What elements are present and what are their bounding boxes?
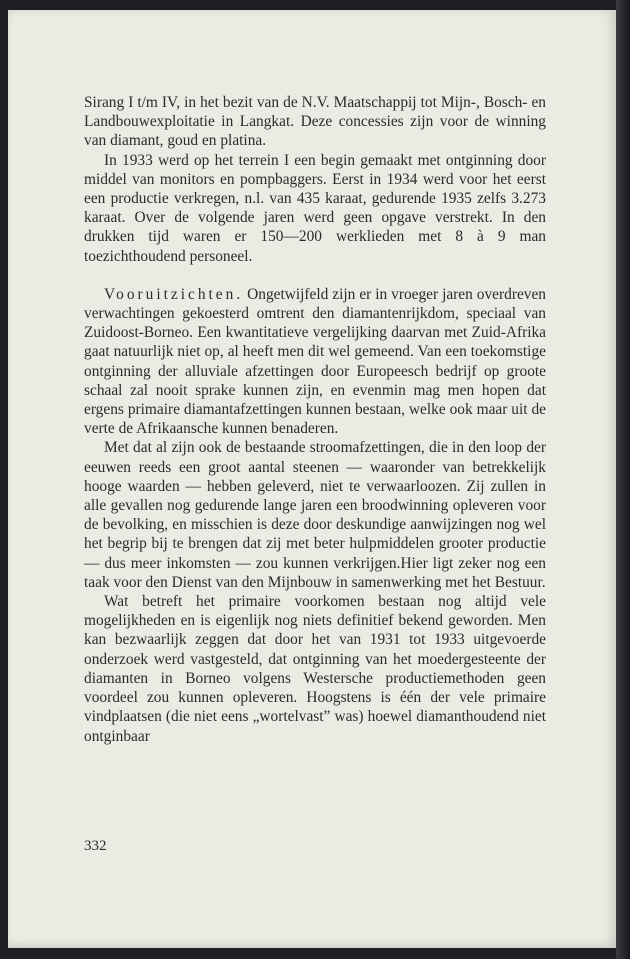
paragraph-1: Sirang I t/m IV, in het bezit van de N.V. Maatschappij tot Mijn-, Bosch- en Landbouwexploitatie in Langkat. Deze concessies zijn voor de winning van diamant, goud en platina. [84,94,546,150]
paragraph-2: In 1933 werd op het terrein I een begin gemaakt met ontginning door middel van monitors en pompbaggers. Eerst in 1934 werd voor het eerst een productie verkregen, n.l. van 435 karaat, gedurende 1935 zelfs 3.273 karaat. Over de volgende jaren werd geen opgave verstrekt. In den drukken tijd waren er 150—200 werklieden met 8 à 9 man toezichthoudend personeel. [84,151,546,265]
paragraph-3-text: Ongetwijfeld zijn er in vroeger jaren overdreven verwachtingen gekoesterd omtrent den diamantenrijkdom, speciaal van Zuidoost-Borneo. Een kwantitatieve vergelijking daarvan met Zuid-Afrika gaat natuurlijk niet op, al heeft men dit wel gemeend. Van een toekomstige ontginning der alluviale afzettingen door Europeesch bedrijf op groote schaal zal nooit sprake kunnen zijn, en evenmin mag men hopen dat ergens primaire diamantafzettingen kunnen bestaan, welke ook maar uit de verte de Afrikaansche kunnen benaderen. [84,285,546,438]
book-spine-edge [616,0,630,959]
section-heading: Vooruitzichten. [104,285,244,303]
paragraph-4: Met dat al zijn ook de bestaande stroomafzettingen, die in den loop der eeuwen reeds een groot aantal steenen — waaronder van betrekkelijk hooge waarden — hebben geleverd, niet te verwaarloozen. Zij zullen in alle gevallen nog gedurende lange jaren een broodwinning opleveren voor de bevolking, en misschien is deze door deskundige aanwijzingen nog wel het begrip bij te brengen dat zij met beter hulpmiddelen grooter productie — dus meer inkomsten — zou kunnen verkrijgen.Hier ligt zeker nog een taak voor den Dienst van den Mijnbouw in samenwerking met het Bestuur. [84,439,546,591]
page-number: 332 [84,838,107,854]
paragraph-3 [84,285,546,439]
body-text [84,93,546,746]
paragraph-5: Wat betreft het primaire voorkomen bestaan nog altijd vele mogelijkheden en is eigenlijk nog niets definitief bekend geworden. Men kan bezwaarlijk zeggen dat door het van 1931 tot 1933 uitgevoerde onderzoek werd vastgesteld, dat ontginning van het moedergesteente der diamanten in Borneo volgens Westersche productiemethoden geen voordeel zou kunnen opleveren. Hoogstens is één der vele primaire vindplaatsen (die niet eens „wortelvast” was) hoewel diamanthoudend niet ontginbaar [84,593,546,745]
